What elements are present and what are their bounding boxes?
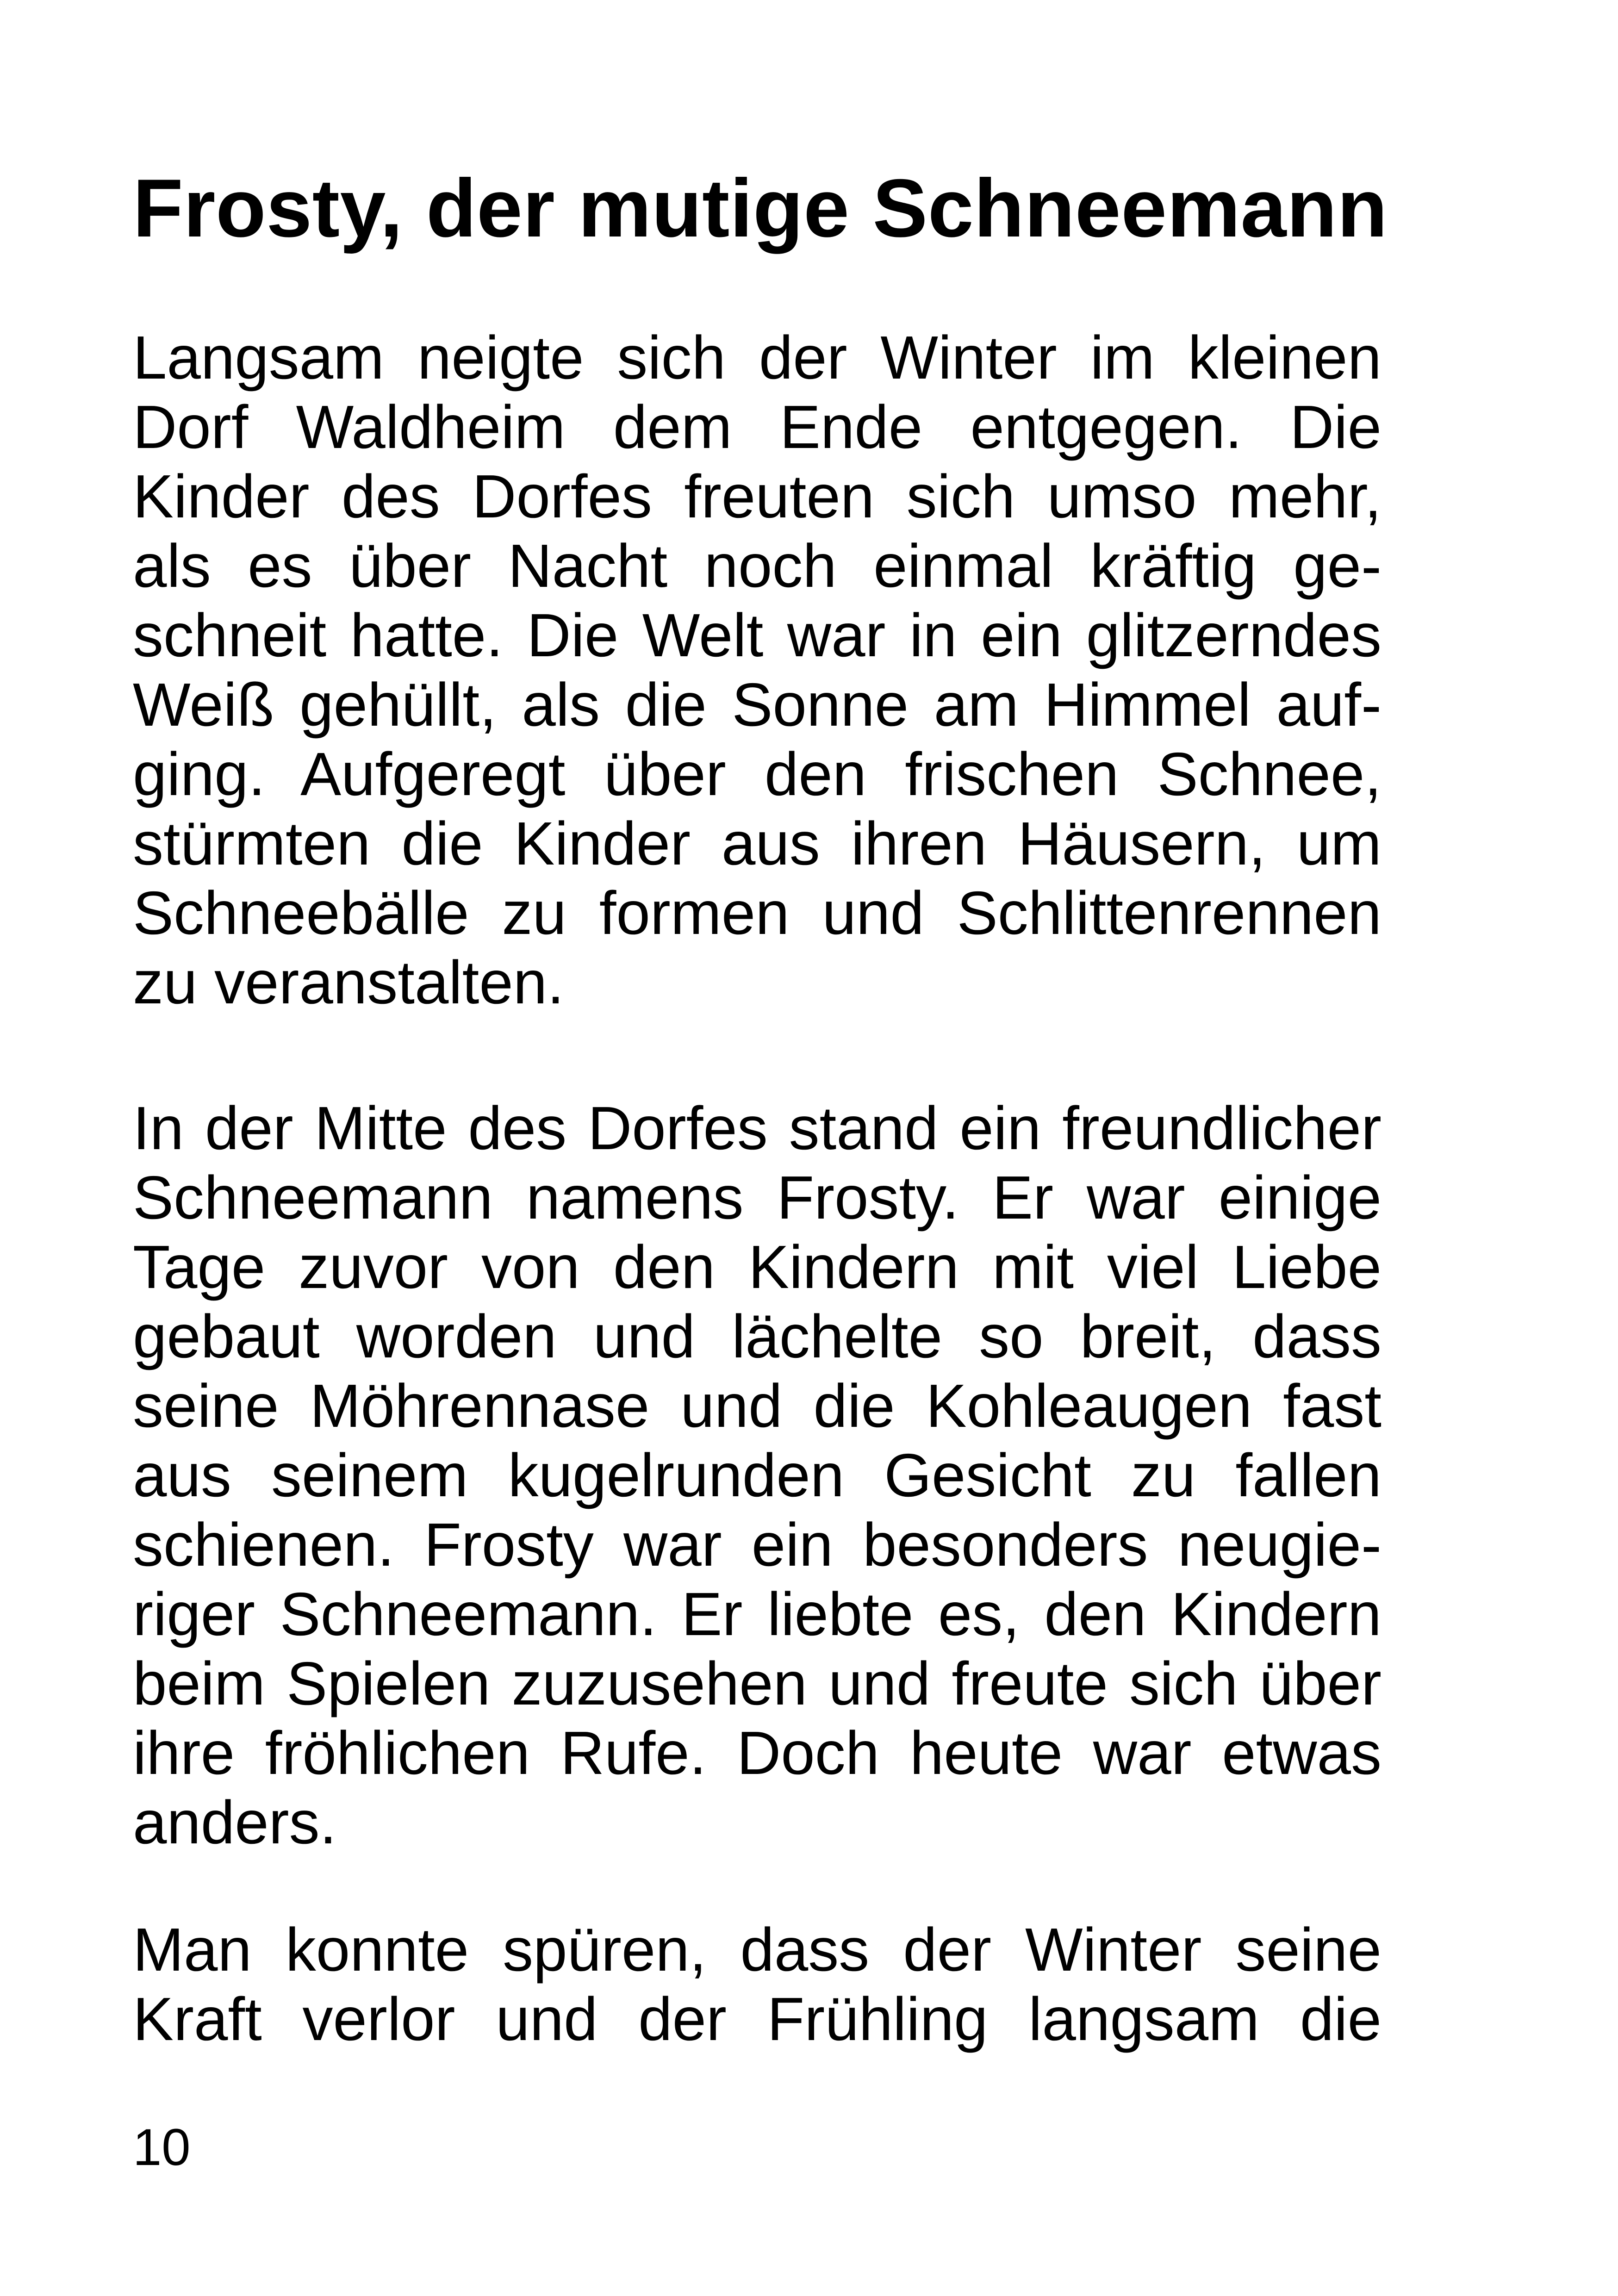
text-line: schienen. Frosty war ein besonders neugie- xyxy=(133,1511,1382,1579)
text-line: Schneebälle zu formen und Schlittenrennen xyxy=(133,879,1382,947)
text-line: Schneemann namens Frosty. Er war einige xyxy=(133,1164,1382,1232)
paragraph-3 xyxy=(133,1915,1382,2054)
text-line: als es über Nacht noch einmal kräftig ge- xyxy=(133,532,1382,600)
text-line: Kinder des Dorfes freuten sich umso mehr, xyxy=(133,462,1382,530)
text-line: stürmten die Kinder aus ihren Häusern, um xyxy=(133,809,1382,877)
text-line: riger Schneemann. Er liebte es, den Kindern xyxy=(133,1580,1382,1648)
text-line: beim Spielen zuzusehen und freute sich über xyxy=(133,1649,1382,1717)
text-line: anders. xyxy=(133,1788,337,1856)
text-line: Tage zuvor von den Kindern mit viel Liebe xyxy=(133,1233,1382,1301)
text-line: schneit hatte. Die Welt war in ein glitzerndes xyxy=(133,601,1382,669)
text-line: ging. Aufgeregt über den frischen Schnee, xyxy=(133,740,1382,808)
text-line: zu veranstalten. xyxy=(133,948,564,1016)
text-line: Man konnte spüren, dass der Winter seine xyxy=(133,1916,1382,1984)
chapter-title: Frosty, der mutige Schneemann xyxy=(133,162,1388,254)
text-line: seine Möhrennase und die Kohleaugen fast xyxy=(133,1372,1382,1440)
paragraph-1 xyxy=(133,323,1382,1017)
text-line: gebaut worden und lächelte so breit, dass xyxy=(133,1302,1382,1370)
page-number: 10 xyxy=(133,2118,191,2176)
paragraph-2 xyxy=(133,1094,1382,1857)
text-line: Langsam neigte sich der Winter im kleinen xyxy=(133,324,1382,392)
text-line: Weiß gehüllt, als die Sonne am Himmel auf- xyxy=(133,671,1382,739)
text-line: Kraft verlor und der Frühling langsam die xyxy=(133,1985,1382,2053)
text-line: In der Mitte des Dorfes stand ein freundlicher xyxy=(133,1094,1382,1162)
text-line: ihre fröhlichen Rufe. Doch heute war etwas xyxy=(133,1719,1382,1787)
text-line: Dorf Waldheim dem Ende entgegen. Die xyxy=(133,393,1382,461)
text-line: aus seinem kugelrunden Gesicht zu fallen xyxy=(133,1441,1382,1509)
